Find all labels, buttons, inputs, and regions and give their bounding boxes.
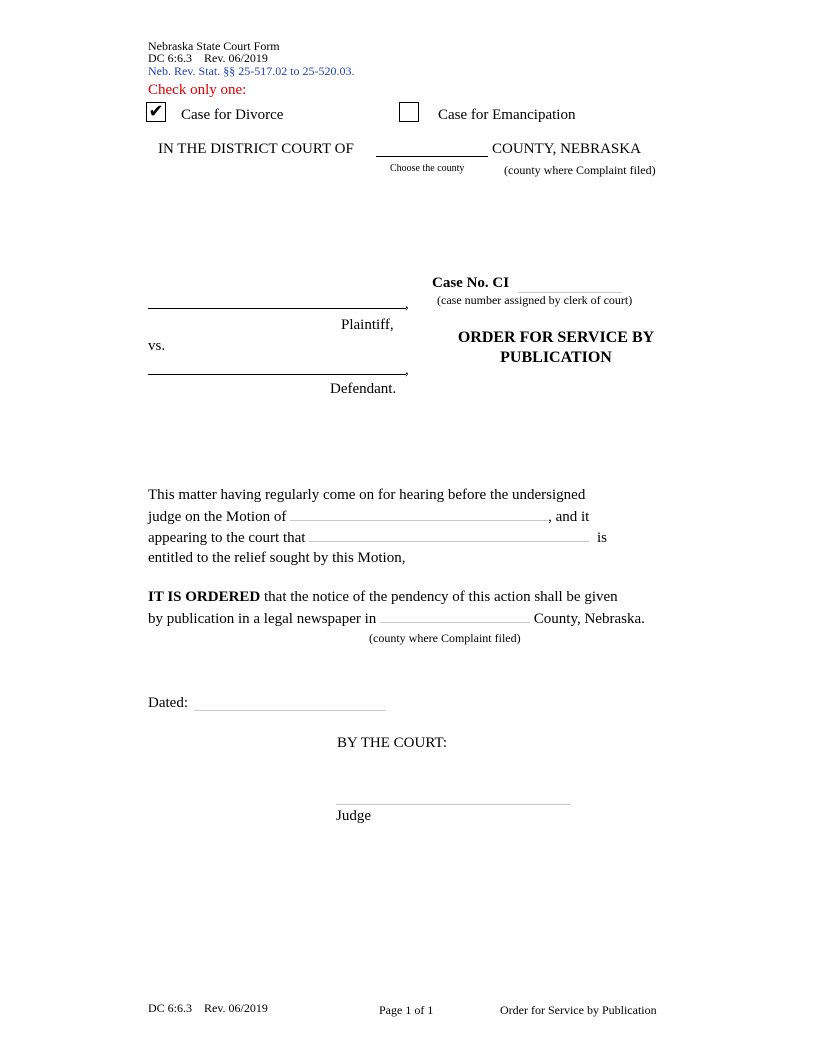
form-name: Nebraska State Court Form <box>148 39 280 53</box>
versus-label: vs. <box>148 338 166 354</box>
it-is-ordered: IT IS ORDERED <box>148 589 261 605</box>
case-number-input[interactable] <box>518 276 622 293</box>
defendant-name-input[interactable] <box>148 360 406 375</box>
dated-label: Dated: <box>148 695 188 711</box>
publication-county-input[interactable] <box>380 608 530 623</box>
document-title <box>432 328 680 368</box>
document-title-line2: PUBLICATION <box>500 349 612 366</box>
divorce-checkbox[interactable] <box>146 102 166 122</box>
order-county-nebraska: County, Nebraska. <box>533 611 645 627</box>
check-only-one-prompt: Check only one: <box>148 82 247 98</box>
plaintiff-name-input[interactable] <box>148 294 406 309</box>
form-id: DC 6:6.3 Rev. 06/2019 <box>148 51 268 65</box>
motion-party-input[interactable] <box>290 506 548 521</box>
county-placeholder: Choose the county <box>390 163 465 174</box>
p1-line2 <box>148 506 640 528</box>
judge-label: Judge <box>336 808 371 824</box>
p1-appearing-label: appearing to the court that <box>148 530 306 546</box>
defendant-comma: , <box>405 362 409 378</box>
case-number-label: Case No. CI <box>432 275 510 291</box>
county-hint: (county where Complaint filed) <box>504 163 656 177</box>
emancipation-checkbox[interactable] <box>399 102 419 122</box>
order-line1-rest: that the notice of the pendency of this action shall be given <box>260 589 618 605</box>
p1-line4: entitled to the relief sought by this Motion, <box>148 550 406 566</box>
order-line2 <box>148 608 678 630</box>
plaintiff-label: Plaintiff, <box>341 317 394 333</box>
judge-signature-line[interactable] <box>336 790 571 805</box>
p1-motion-of-label: judge on the Motion of <box>148 509 287 525</box>
order-publication-label: by publication in a legal newspaper in <box>148 611 377 627</box>
appearing-party-input[interactable] <box>309 527 589 542</box>
county-select[interactable] <box>376 140 488 157</box>
p1-line3 <box>148 527 640 549</box>
statute-reference: Neb. Rev. Stat. §§ 25-517.02 to 25-520.03. <box>148 64 355 78</box>
court-prefix: IN THE DISTRICT COURT OF <box>158 141 354 157</box>
order-county-hint: (county where Complaint filed) <box>369 631 521 645</box>
dated-input[interactable] <box>194 696 386 711</box>
divorce-label: Case for Divorce <box>181 107 284 123</box>
defendant-label: Defendant. <box>330 381 397 397</box>
checkmark-icon: ✔ <box>148 101 164 122</box>
footer-title: Order for Service by Publication <box>500 1003 657 1017</box>
footer-form-id: DC 6:6.3 Rev. 06/2019 <box>148 1001 268 1015</box>
p1-line1: This matter having regularly come on for hearing before the undersigned <box>148 487 586 503</box>
p1-is: is <box>596 530 607 546</box>
emancipation-label: Case for Emancipation <box>438 107 576 123</box>
p1-and-it: , and it <box>548 509 590 525</box>
document-title-line1: ORDER FOR SERVICE BY <box>457 329 655 346</box>
case-number-hint: (case number assigned by clerk of court) <box>437 293 633 307</box>
order-line1 <box>148 587 668 608</box>
by-the-court: BY THE COURT: <box>337 735 448 751</box>
plaintiff-comma: , <box>405 296 409 312</box>
court-suffix: COUNTY, NEBRASKA <box>492 141 641 157</box>
footer-page-number: Page 1 of 1 <box>379 1003 434 1017</box>
